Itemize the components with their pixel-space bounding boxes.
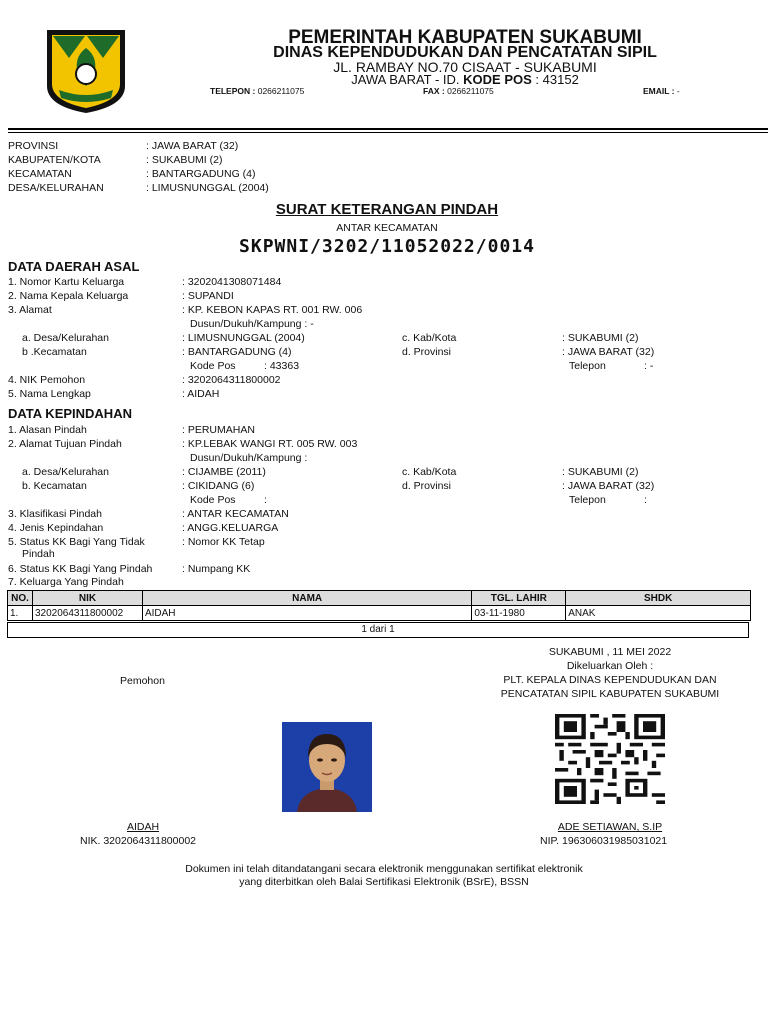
field-label: Telepon xyxy=(569,494,606,506)
header-divider xyxy=(8,128,768,130)
col-header-tgl-lahir: TGL. LAHIR xyxy=(472,591,566,606)
field-dusun: Dusun/Dukuh/Kampung : xyxy=(190,452,308,464)
wilayah-value: : SUKABUMI (2) xyxy=(146,154,223,166)
field-label: 1. Alasan Pindah xyxy=(8,424,87,436)
wilayah-value: : BANTARGADUNG (4) xyxy=(146,168,256,180)
keluarga-table xyxy=(7,590,751,621)
footer-line-2: yang diterbitkan oleh Balai Sertifikasi Elektronik (BSrE), BSSN xyxy=(239,876,529,888)
table-row xyxy=(8,606,751,621)
field-value: : JAWA BARAT (32) xyxy=(562,346,655,358)
field-value: : 43363 xyxy=(264,360,300,372)
table-pager: 1 dari 1 xyxy=(7,622,749,638)
field-value: : JAWA BARAT (32) xyxy=(562,480,655,492)
official-title-1: PLT. KEPALA DINAS KEPENDUDUKAN DAN xyxy=(503,674,717,686)
field-value: : KP. KEBON KAPAS RT. 001 RW. 006 xyxy=(182,304,363,316)
issued-by: Dikeluarkan Oleh : xyxy=(566,660,654,672)
official-title-2: PENCATATAN SIPIL KABUPATEN SUKABUMI xyxy=(500,688,720,700)
field-label: d. Provinsi xyxy=(402,480,452,492)
field-value: : Numpang KK xyxy=(182,563,251,575)
field-label: b .Kecamatan xyxy=(22,346,87,358)
col-header-nik: NIK xyxy=(32,591,142,606)
regency-emblem xyxy=(45,28,127,114)
field-label: Telepon xyxy=(569,360,606,372)
header-line-1: PEMERINTAH KABUPATEN SUKABUMI xyxy=(288,27,642,48)
field-label: 2. Alamat Tujuan Pindah xyxy=(8,438,122,450)
footer-line-1: Dokumen ini telah ditandatangani secara elektronik menggunakan sertifikat elektronik xyxy=(185,863,583,875)
header-postal: JAWA BARAT - ID. KODE POS : 43152 xyxy=(351,72,579,87)
wilayah-label: KABUPATEN/KOTA xyxy=(8,154,101,166)
header-address: JL. RAMBAY NO.70 CISAAT - SUKABUMI xyxy=(333,59,597,75)
field-value: : 3202041308071484 xyxy=(182,276,282,288)
field-value: : AIDAH xyxy=(182,388,220,400)
field-label: 6. Status KK Bagi Yang Pindah xyxy=(8,563,153,575)
field-label: b. Kecamatan xyxy=(22,480,87,492)
table-cell: 1. xyxy=(8,606,33,621)
table-cell: 03-11-1980 xyxy=(472,606,566,621)
applicant-photo xyxy=(282,722,372,812)
field-value: : xyxy=(644,494,647,506)
field-value: : LIMUSNUNGGAL (2004) xyxy=(182,332,305,344)
field-value: : ANTAR KECAMATAN xyxy=(182,508,289,520)
field-value: : ANGG.KELUARGA xyxy=(182,522,279,534)
header-line-2: DINAS KEPENDUDUKAN DAN PENCATATAN SIPIL xyxy=(273,44,657,61)
field-value: : BANTARGADUNG (4) xyxy=(182,346,292,358)
field-label: 3. Klasifikasi Pindah xyxy=(8,508,102,520)
wilayah-label: DESA/KELURAHAN xyxy=(8,182,104,194)
field-value: : xyxy=(264,494,267,506)
field-label: 3. Alamat xyxy=(8,304,52,316)
col-header-no: NO. xyxy=(8,591,33,606)
field-label-cont: Pindah xyxy=(22,548,55,560)
field-value: : SUPANDI xyxy=(182,290,234,302)
field-value: : SUKABUMI (2) xyxy=(562,466,639,478)
field-label: 5. Nama Lengkap xyxy=(8,388,91,400)
document-subtitle: ANTAR KECAMATAN xyxy=(336,222,438,234)
field-label: 4. NIK Pemohon xyxy=(8,374,86,386)
table-cell: AIDAH xyxy=(142,606,471,621)
wilayah-label: KECAMATAN xyxy=(8,168,72,180)
field-value: : CIKIDANG (6) xyxy=(182,480,255,492)
header-telepon: TELEPON : 0266211075 xyxy=(210,86,305,96)
document-title: SURAT KETERANGAN PINDAH xyxy=(275,201,499,218)
wilayah-value: : JAWA BARAT (32) xyxy=(146,140,239,152)
col-header-nama: NAMA xyxy=(142,591,471,606)
table-header-row xyxy=(8,591,751,606)
col-header-shdk: SHDK xyxy=(566,591,751,606)
field-label: 4. Jenis Kepindahan xyxy=(8,522,104,534)
field-value: : SUKABUMI (2) xyxy=(562,332,639,344)
field-label: 1. Nomor Kartu Keluarga xyxy=(8,276,125,288)
table-cell: 3202064311800002 xyxy=(32,606,142,621)
pemohon-name: AIDAH xyxy=(126,821,160,833)
section-heading-kepindahan: DATA KEPINDAHAN xyxy=(8,406,132,421)
pemohon-nik: NIK. 3202064311800002 xyxy=(80,835,196,847)
field-dusun: Dusun/Dukuh/Kampung : - xyxy=(190,318,314,330)
place-date: SUKABUMI , 11 MEI 2022 xyxy=(548,646,672,658)
field-value: : KP.LEBAK WANGI RT. 005 RW. 003 xyxy=(182,438,358,450)
field-label: c. Kab/Kota xyxy=(402,466,457,478)
section-heading-asal: DATA DAERAH ASAL xyxy=(8,259,140,274)
header-email: EMAIL : - xyxy=(643,86,680,96)
official-name: ADE SETIAWAN, S.IP xyxy=(557,821,663,833)
qr-code xyxy=(555,714,665,804)
field-label: a. Desa/Kelurahan xyxy=(22,466,109,478)
header-divider-thin xyxy=(8,132,768,133)
header-fax: FAX : 0266211075 xyxy=(423,86,494,96)
wilayah-label: PROVINSI xyxy=(8,140,59,152)
table-cell: ANAK xyxy=(566,606,751,621)
field-label: 5. Status KK Bagi Yang Tidak xyxy=(8,536,145,548)
wilayah-value: : LIMUSNUNGGAL (2004) xyxy=(146,182,269,194)
field-label: 7. Keluarga Yang Pindah xyxy=(8,576,124,588)
field-label: d. Provinsi xyxy=(402,346,452,358)
field-value: : PERUMAHAN xyxy=(182,424,255,436)
pemohon-label: Pemohon xyxy=(120,675,165,687)
field-label: 2. Nama Kepala Keluarga xyxy=(8,290,129,302)
field-label: a. Desa/Kelurahan xyxy=(22,332,109,344)
field-label: Kode Pos xyxy=(190,360,236,372)
field-value: : Nomor KK Tetap xyxy=(182,536,265,548)
field-label: c. Kab/Kota xyxy=(402,332,457,344)
document-number: SKPWNI/3202/11052022/0014 xyxy=(239,236,535,257)
field-value: : CIJAMBE (2011) xyxy=(182,466,266,478)
field-value: : - xyxy=(644,360,654,372)
official-nip: NIP. 196306031985031021 xyxy=(540,835,668,847)
field-label: Kode Pos xyxy=(190,494,236,506)
field-value: : 3202064311800002 xyxy=(182,374,281,386)
